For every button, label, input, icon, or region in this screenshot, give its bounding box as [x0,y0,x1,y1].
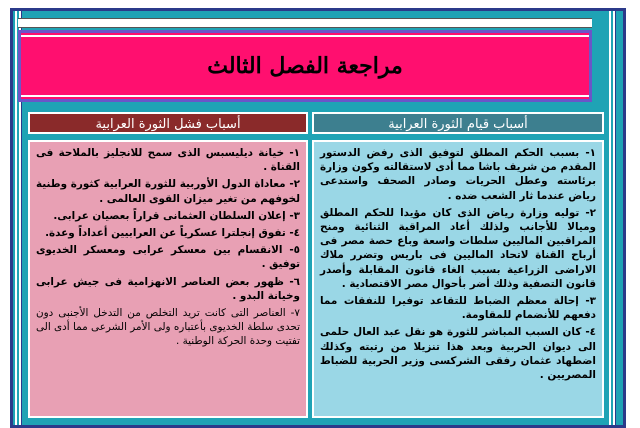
title-banner [18,30,592,102]
list-item: ١- بسبب الحكم المطلق لتوفيق الذى رفض الدستور المقدم من شريف باشا مما أدى لاستقالته وكون وزارة برئاسته وعطل الحريات وصادر الصحف واستدعى رياض عندما ثار الشعب ضده . [320,147,596,202]
page-title: مراجعة الفصل الثالث [207,53,403,79]
causes-column [312,112,604,418]
list-item: ٦- ظهور بعض العناصر الانهزامية فى جيش عرابى وخيانة البدو . [36,275,300,302]
list-item: ٢- توليه وزارة رياض الذى كان مؤيدا للحكم المطلق وميالا للأجانب ولذلك أعاد المراقبة الثنائية ومنح المراقبين الماليين سلطات واسعة وباع حصة مصر فى أرباح القناة لاتحاد الماليين فى باريس وتضرر ملاك الاراضى الزراعية بسبب الغاء قانون المقابلة وأصدر قانون التصفية وذلك أضر بأحوال مصر الاقتصادية . [320,206,596,290]
list-item: ١- خيانة ديليسبس الذى سمح للانجليز بالملاحة فى القناة . [36,147,300,174]
list-item: ٢- معاداة الدول الأوربية للثورة العرابية كثورة وطنية لخوفهم من تغير ميزان القوى العالمى . [36,178,300,205]
list-item: ٤- كان السبب المباشر للثورة هو نقل عبد العال حلمى الى ديوان الحربية وبعد هذا تنزيلا من رتبته وكذلك اضطهاد عثمان رفقى الشركسى وزير الحربية للضباط المصريين . [320,326,596,382]
list-item: ٥- الانقسام بين معسكر عرابى ومعسكر الخديوى توفيق . [36,244,300,271]
failure-header: أسباب فشل الثورة العرابية [28,112,308,134]
top-rule [18,18,592,28]
failure-column [28,112,308,418]
right-border-stripe [609,11,621,425]
failure-body [28,140,308,418]
list-item: ٣- إحالة معظم الضباط للتقاعد توفيرا للنفقات مما دفعهم للأنضمام للمقاومة. [320,295,596,322]
list-item: ٤- تفوق إنجلترا عسكرياً عن العرابيين أعداداً وعدة. [45,227,300,240]
causes-body [312,140,604,418]
list-item: ٧- العناصر التى كانت تريد التخلص من التدخل الأجنبى دون تحدى سلطة الخديوى بأعتباره ولى الأمر الشرعى مما أدى الى تفتيت وحدة الحركة الوطنية . [36,307,300,348]
list-item: ٣- إعلان السلطان العثمانى قراراً بعصيان عرابى. [53,209,300,222]
causes-header: أسباب قيام الثورة العرابية [312,112,604,134]
